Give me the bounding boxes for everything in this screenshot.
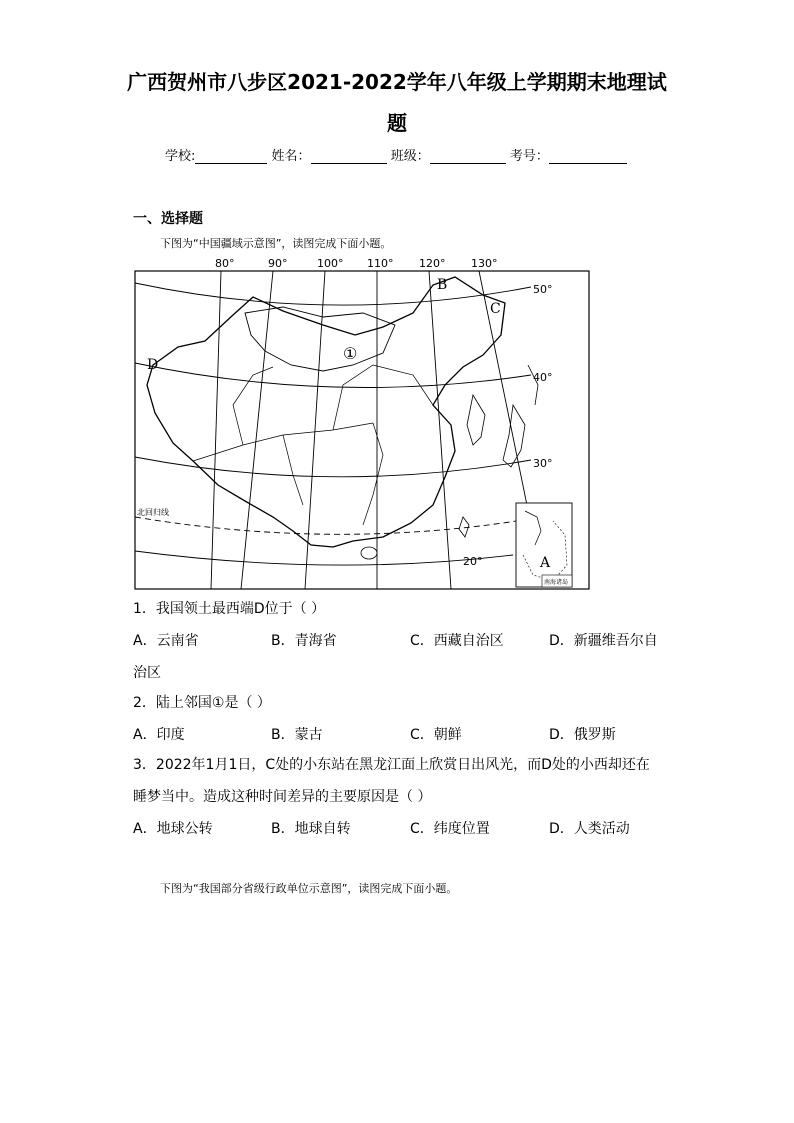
school-blank[interactable] — [195, 149, 267, 164]
class-label: 班级： — [390, 149, 430, 164]
question-1-option-b[interactable]: B．青海省 — [271, 633, 337, 649]
student-info-row — [165, 145, 627, 164]
school-label: 学校: — [165, 149, 196, 164]
exam-title: 广西贺州市八步区2021-2022学年八年级上学期期末地理试 — [127, 70, 667, 94]
lon-label-90: 90° — [268, 257, 288, 270]
question-1-stem: 1．我国领土最西端D位于（ ） — [133, 601, 326, 617]
marker-neighbor-1: ① — [343, 344, 358, 363]
exam-number-label: 考号： — [509, 149, 549, 164]
question-2-stem: 2．陆上邻国①是（ ） — [133, 695, 271, 711]
question-3-stem-continued: 睡梦当中。造成这种时间差异的主要原因是（ ） — [133, 789, 432, 805]
lat-label-30: 30° — [533, 457, 553, 470]
question-3-option-c[interactable]: C．纬度位置 — [410, 821, 490, 837]
class-blank[interactable] — [430, 149, 506, 164]
marker-c: C — [490, 301, 501, 317]
tropic-label: 北回归线 — [137, 508, 169, 517]
china-territory-map — [133, 255, 591, 591]
question-2-option-a[interactable]: A．印度 — [133, 727, 185, 743]
question-3-option-a[interactable]: A．地球公转 — [133, 821, 213, 837]
exam-number-blank[interactable] — [549, 149, 627, 164]
lon-label-110: 110° — [367, 257, 394, 270]
question-3-stem: 3．2022年1月1日，C处的小东站在黑龙江面上欣赏日出风光，而D处的小西却还在 — [133, 757, 650, 773]
question-1-option-d[interactable]: D．新疆维吾尔自 — [549, 633, 658, 649]
lat-label-50: 50° — [533, 283, 553, 296]
inset-label: 南海诸岛 — [544, 579, 569, 586]
section-heading: 一、选择题 — [133, 211, 203, 227]
question-3-option-b[interactable]: B．地球自转 — [271, 821, 351, 837]
map-intro-text-2: 下图为“我国部分省级行政单位示意图”，读图完成下面小题。 — [160, 882, 458, 895]
south-china-sea-inset — [516, 503, 572, 587]
marker-a: A — [540, 555, 551, 571]
question-3-option-d[interactable]: D．人类活动 — [549, 821, 630, 837]
question-1-option-a[interactable]: A．云南省 — [133, 633, 199, 649]
question-2-option-c[interactable]: C．朝鲜 — [410, 727, 462, 743]
lat-label-40: 40° — [533, 371, 553, 384]
marker-d: D — [147, 357, 159, 373]
name-blank[interactable] — [311, 149, 387, 164]
lon-label-80: 80° — [215, 257, 235, 270]
lon-label-130: 130° — [471, 257, 498, 270]
exam-title-continued: 题 — [387, 111, 407, 135]
name-label: 姓名： — [271, 149, 311, 164]
question-2-option-b[interactable]: B．蒙古 — [271, 727, 323, 743]
question-1-option-d-wrap: 治区 — [133, 665, 161, 681]
lon-label-100: 100° — [317, 257, 344, 270]
question-1-option-c[interactable]: C．西藏自治区 — [410, 633, 504, 649]
lon-label-120: 120° — [419, 257, 446, 270]
map-intro-text: 下图为“中国疆域示意图”，读图完成下面小题。 — [160, 237, 392, 250]
lat-label-20: 20° — [463, 555, 483, 568]
question-2-option-d[interactable]: D．俄罗斯 — [549, 727, 616, 743]
marker-b: B — [437, 277, 448, 293]
